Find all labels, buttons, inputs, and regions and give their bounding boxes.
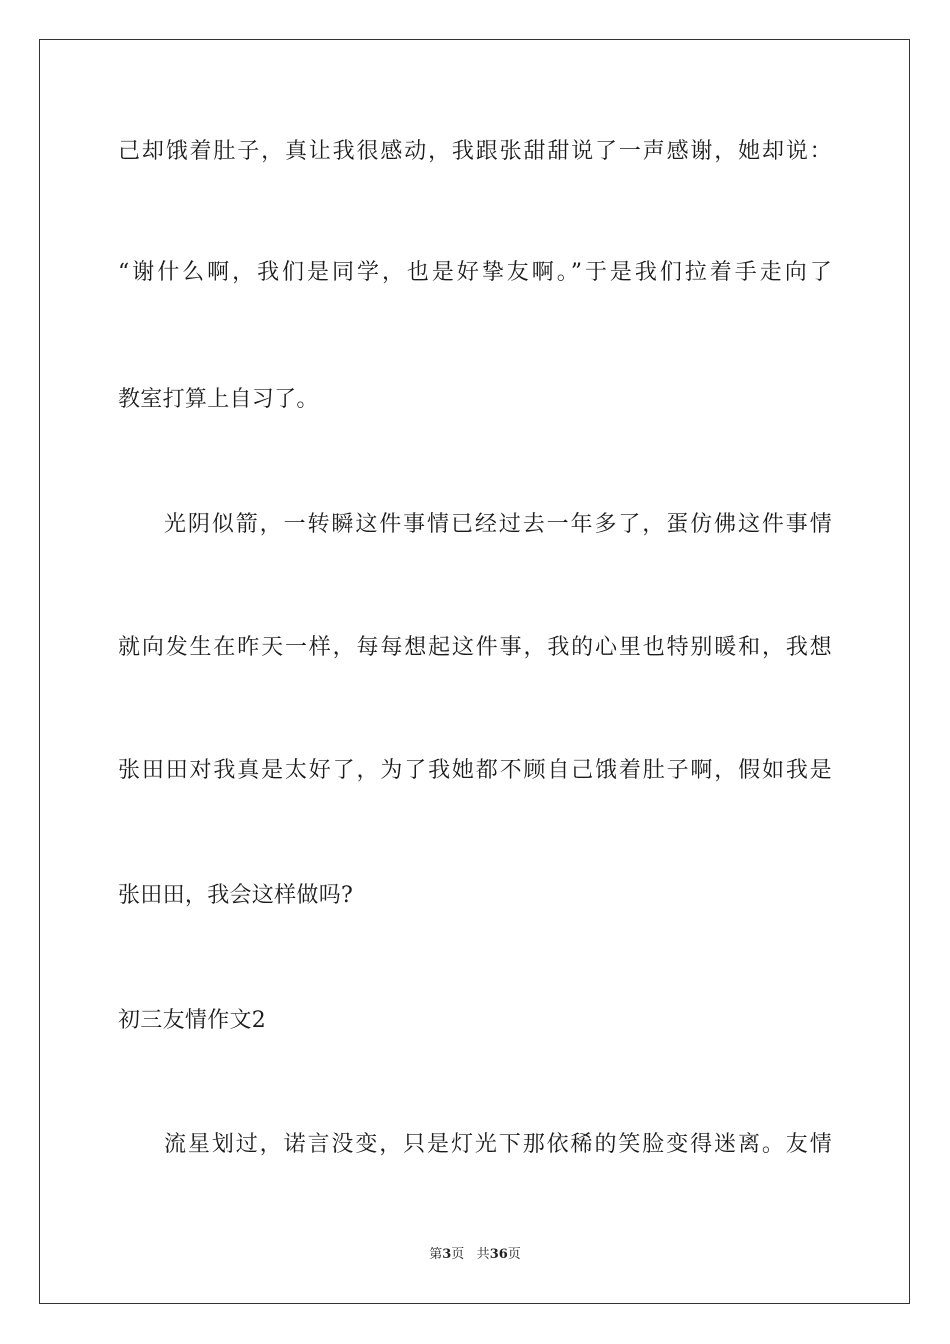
page-border xyxy=(39,39,910,1304)
footer-page-suffix: 页 xyxy=(451,1247,465,1262)
section-heading: 初三友情作文2 xyxy=(118,1008,267,1033)
footer-page-total: 36 xyxy=(489,1247,508,1262)
paragraph-line-7: 张田田，我会这样做吗? xyxy=(118,883,354,908)
paragraph-line-6: 张田田对我真是太好了，为了我她都不顾自己饿着肚子啊，假如我是 xyxy=(118,758,832,783)
footer-total-prefix: 共 xyxy=(476,1247,490,1262)
page-footer xyxy=(0,1246,950,1264)
footer-page-current: 3 xyxy=(442,1247,452,1262)
paragraph-line-3: 教室打算上自习了。 xyxy=(118,387,319,412)
paragraph-line-5: 就向发生在昨天一样，每每想起这件事，我的心里也特别暖和，我想 xyxy=(118,635,832,660)
paragraph-line-2: “谢什么啊，我们是同学，也是好挚友啊。”于是我们拉着手走向了 xyxy=(118,260,832,285)
paragraph-line-4: 光阴似箭，一转瞬这件事情已经过去一年多了，蛋仿佛这件事情 xyxy=(164,512,832,537)
paragraph-line-9: 流星划过，诺言没变，只是灯光下那依稀的笑脸变得迷离。友情 xyxy=(164,1132,832,1157)
footer-page-prefix: 第 xyxy=(429,1247,443,1262)
footer-total-suffix: 页 xyxy=(507,1247,521,1262)
paragraph-line-1: 己却饿着肚子，真让我很感动，我跟张甜甜说了一声感谢，她却说： xyxy=(118,139,832,164)
